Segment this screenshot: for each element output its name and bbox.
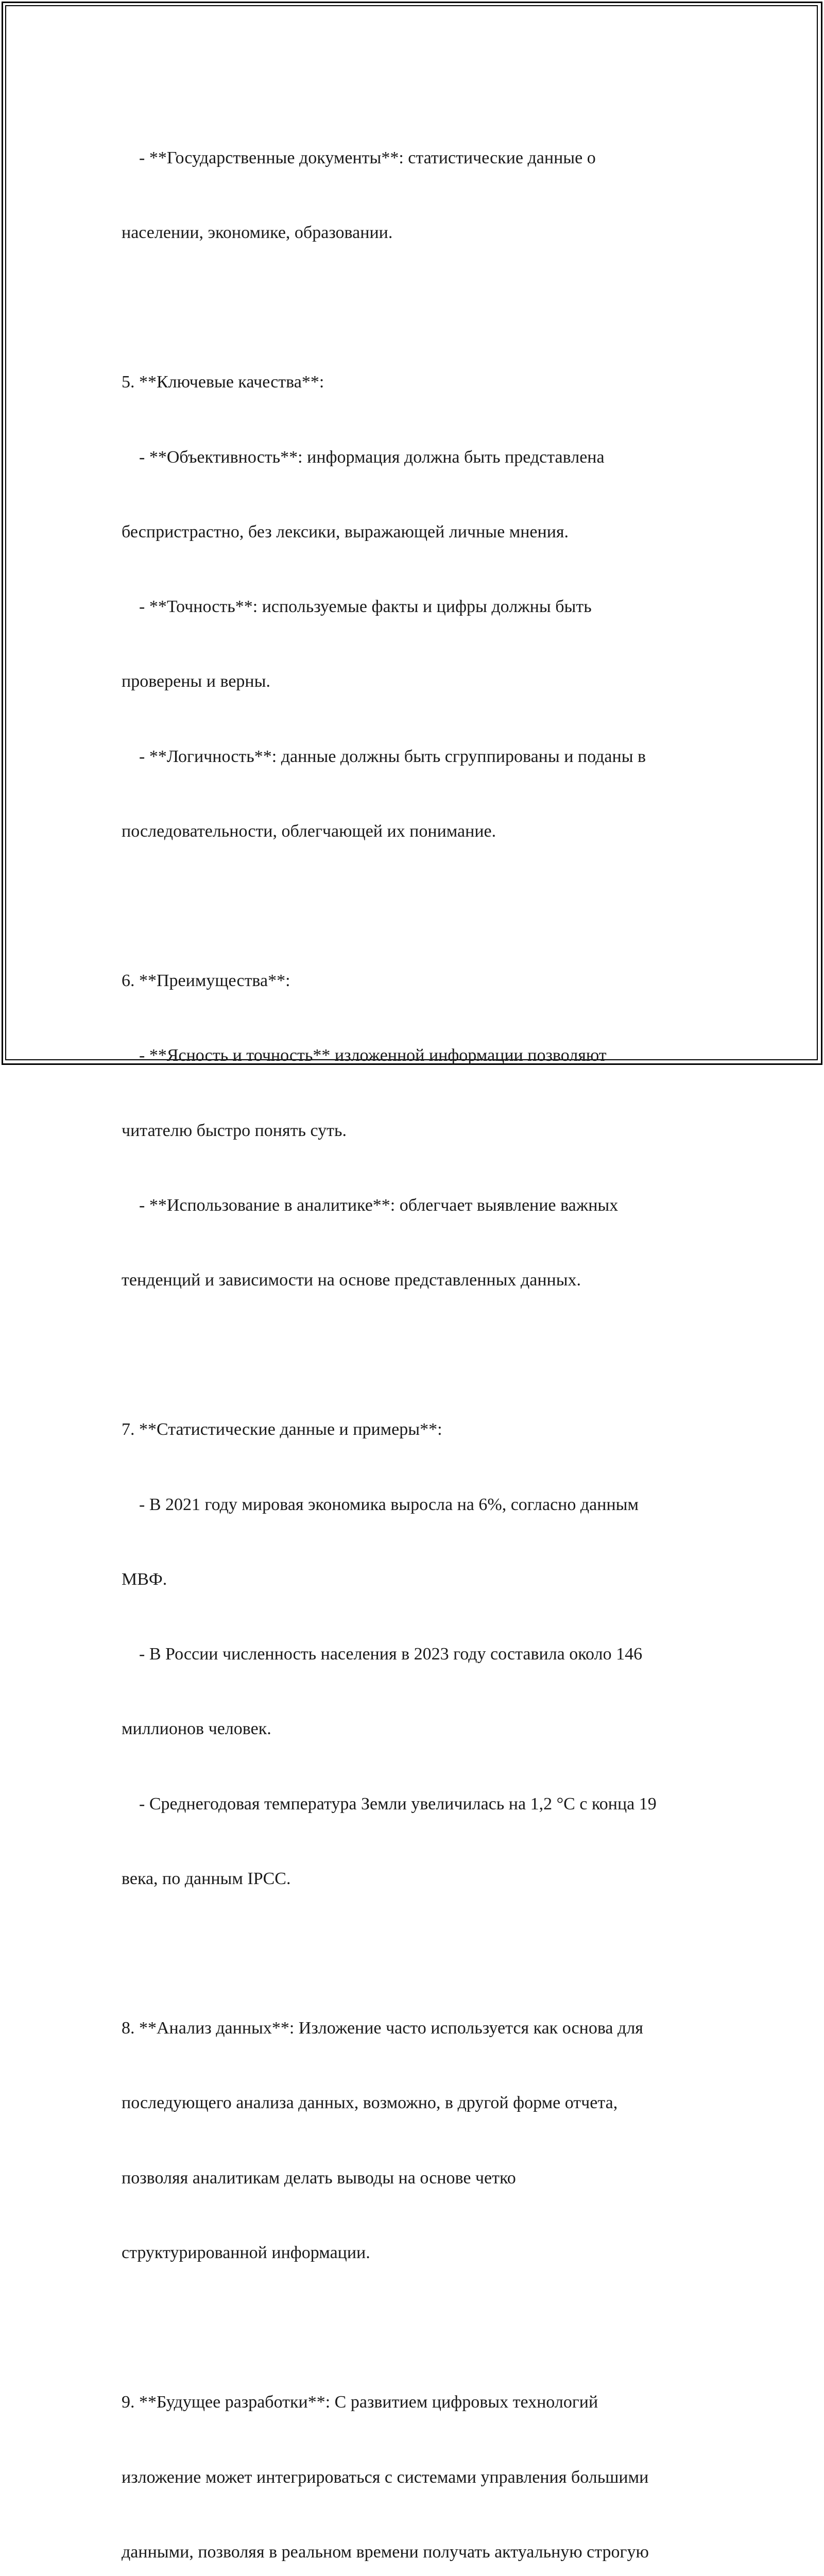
text-line: данными, позволяя в реальном времени получать актуальную строгую — [122, 2542, 649, 2562]
text-line: последовательности, облегчающей их понимание. — [122, 821, 496, 841]
section-heading: 5. **Ключевые качества**: — [122, 372, 324, 392]
text-line: позволяя аналитикам делать выводы на основе четко — [122, 2168, 516, 2188]
section-heading: 7. **Статистические данные и примеры**: — [122, 1420, 442, 1439]
text-line: - **Точность**: используемые факты и цифры должны быть — [122, 597, 592, 617]
text-line: - **Логичность**: данные должны быть сгруппированы и поданы в — [122, 747, 646, 766]
text-line: беспристрастно, без лексики, выражающей личные мнения. — [122, 522, 569, 541]
text-line: - **Ясность и точность** изложенной информации позволяют — [122, 1046, 607, 1065]
paragraph-gap — [122, 1343, 729, 1367]
text-line: изложение может интегрироваться с системами управления большими — [122, 2467, 649, 2487]
text-line: последующего анализа данных, возможно, в другой форме отчета, — [122, 2093, 618, 2113]
paragraph-gap — [122, 2315, 729, 2340]
text-line: миллионов человек. — [122, 1719, 271, 1739]
text-line: - В России численность населения в 2023 году составила около 146 — [122, 1645, 643, 1664]
section-heading: 6. **Преимущества**: — [122, 971, 290, 991]
text-line: - **Государственные документы**: статистические данные о — [122, 148, 596, 167]
paragraph-gap — [122, 295, 729, 320]
text-line: - Среднегодовая температура Земли увеличилась на 1,2 °C с конца 19 — [122, 1794, 657, 1814]
document-body — [122, 96, 729, 2576]
text-line: структурированной информации. — [122, 2243, 370, 2262]
text-line: - **Объективность**: информация должна быть представлена — [122, 447, 605, 467]
text-line: населении, экономике, образовании. — [122, 223, 393, 243]
text-line: МВФ. — [122, 1569, 167, 1589]
text-line: тенденций и зависимости на основе представленных данных. — [122, 1270, 581, 1290]
paragraph-gap — [122, 1941, 729, 1966]
text-line: - В 2021 году мировая экономика выросла на 6%, согласно данным — [122, 1495, 639, 1514]
text-line: - **Использование в аналитике**: облегчает выявление важных — [122, 1195, 619, 1215]
text-line: читателю быстро понять суть. — [122, 1121, 347, 1140]
text-line: проверены и верны. — [122, 672, 270, 691]
section-heading: 9. **Будущее разработки**: С развитием цифровых технологий — [122, 2393, 598, 2412]
section-heading: 8. **Анализ данных**: Изложение часто используется как основа для — [122, 2019, 643, 2038]
text-line: века, по данным IPCC. — [122, 1869, 291, 1888]
paragraph-gap — [122, 894, 729, 919]
